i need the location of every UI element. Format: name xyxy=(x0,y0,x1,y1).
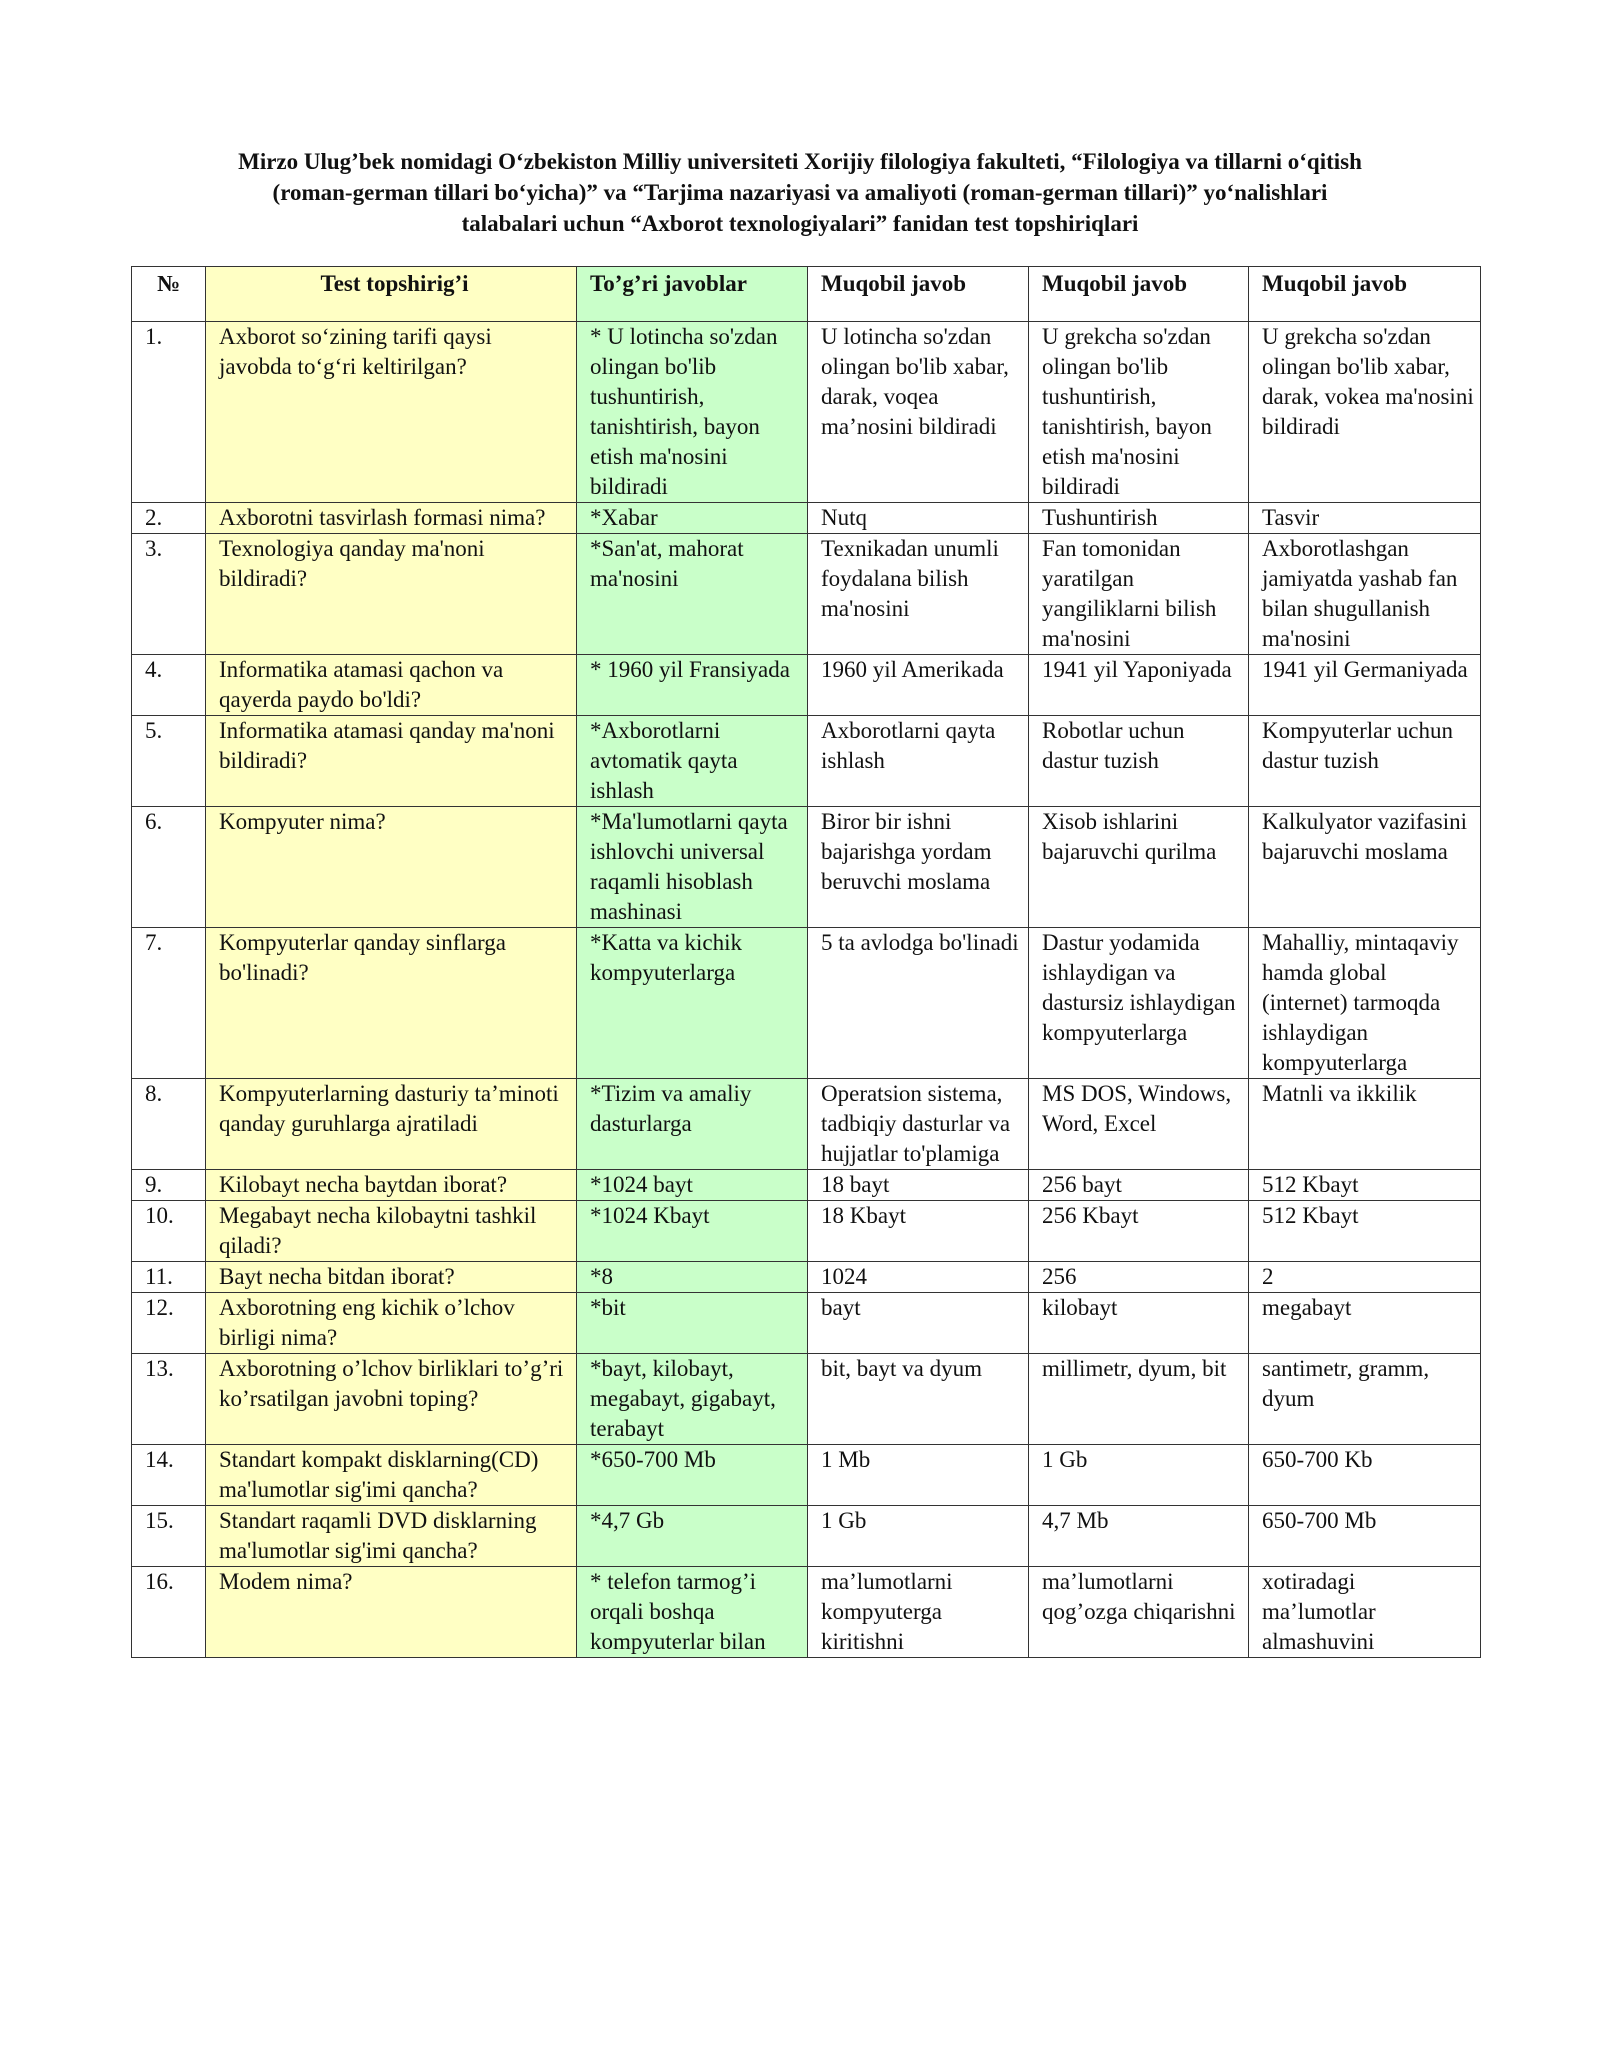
cell-question: Axborot so‘zining tarifi qaysi javobda to‘g‘ri keltirilgan? xyxy=(206,322,577,503)
cell-alternative-1: 1960 yil Amerikada xyxy=(808,655,1029,716)
cell-alternative-3: 650-700 Mb xyxy=(1249,1506,1481,1567)
table-row xyxy=(132,1293,1481,1354)
cell-alternative-1: Nutq xyxy=(808,503,1029,534)
cell-alternative-3: Kompyuterlar uchun dastur tuzish xyxy=(1249,716,1481,807)
cell-alternative-3: 512 Kbayt xyxy=(1249,1201,1481,1262)
cell-question: Kompyuterlarning dasturiy ta’minoti qanday guruhlarga ajratiladi xyxy=(206,1079,577,1170)
cell-number: 6. xyxy=(132,807,206,928)
table-row xyxy=(132,1567,1481,1658)
title-line-2: (roman-german tillari bo‘yicha)” va “Tarjima nazariyasi va amaliyoti (roman-german tillari)” yo‘nalishlari xyxy=(272,180,1328,205)
table-row xyxy=(132,1201,1481,1262)
table-row xyxy=(132,716,1481,807)
title-line-3: talabalari uchun “Axborot texnologiyalari” fanidan test topshiriqlari xyxy=(461,211,1139,236)
cell-alternative-2: U grekcha so'zdan olingan bo'lib tushuntirish, tanishtirish, bayon etish ma'nosini bildiradi xyxy=(1029,322,1249,503)
cell-alternative-1: bit, bayt va dyum xyxy=(808,1354,1029,1445)
table-body xyxy=(132,322,1481,1658)
table-row xyxy=(132,1170,1481,1201)
cell-correct-answer: *bayt, kilobayt, megabayt, gigabayt, terabayt xyxy=(577,1354,808,1445)
cell-number: 15. xyxy=(132,1506,206,1567)
cell-alternative-3: Mahalliy, mintaqaviy hamda global (internet) tarmoqda ishlaydigan kompyuterlarga xyxy=(1249,928,1481,1079)
cell-alternative-3: Axborotlashgan jamiyatda yashab fan bilan shugullanish ma'nosini xyxy=(1249,534,1481,655)
cell-correct-answer: *Tizim va amaliy dasturlarga xyxy=(577,1079,808,1170)
cell-correct-answer: *Katta va kichik kompyuterlarga xyxy=(577,928,808,1079)
cell-alternative-3: Matnli va ikkilik xyxy=(1249,1079,1481,1170)
cell-number: 14. xyxy=(132,1445,206,1506)
cell-number: 13. xyxy=(132,1354,206,1445)
cell-question: Bayt necha bitdan iborat? xyxy=(206,1262,577,1293)
cell-alternative-1: Texnikadan unumli foydalana bilish ma'nosini xyxy=(808,534,1029,655)
cell-question: Standart raqamli DVD disklarning ma'lumotlar sig'imi qancha? xyxy=(206,1506,577,1567)
cell-question: Informatika atamasi qanday ma'noni bildiradi? xyxy=(206,716,577,807)
cell-alternative-1: 5 ta avlodga bo'linadi xyxy=(808,928,1029,1079)
cell-correct-answer: *San'at, mahorat ma'nosini xyxy=(577,534,808,655)
cell-question: Axborotning o’lchov birliklari to’g’ri ko’rsatilgan javobni toping? xyxy=(206,1354,577,1445)
header-correct-answer: To’g’ri javoblar xyxy=(577,267,808,322)
cell-alternative-2: Fan tomonidan yaratilgan yangiliklarni bilish ma'nosini xyxy=(1029,534,1249,655)
cell-alternative-1: U lotincha so'zdan olingan bo'lib xabar, darak, voqea ma’nosini bildiradi xyxy=(808,322,1029,503)
cell-alternative-2: 256 xyxy=(1029,1262,1249,1293)
cell-question: Standart kompakt disklarning(CD) ma'lumotlar sig'imi qancha? xyxy=(206,1445,577,1506)
cell-question: Kompyuterlar qanday sinflarga bo'linadi? xyxy=(206,928,577,1079)
cell-alternative-2: 1 Gb xyxy=(1029,1445,1249,1506)
cell-alternative-3: U grekcha so'zdan olingan bo'lib xabar, darak, vokea ma'nosini bildiradi xyxy=(1249,322,1481,503)
cell-alternative-3: 1941 yil Germaniyada xyxy=(1249,655,1481,716)
cell-alternative-2: 256 Kbayt xyxy=(1029,1201,1249,1262)
cell-correct-answer: * U lotincha so'zdan olingan bo'lib tushuntirish, tanishtirish, bayon etish ma'nosini bildiradi xyxy=(577,322,808,503)
cell-question: Kompyuter nima? xyxy=(206,807,577,928)
header-alternative-1: Muqobil javob xyxy=(808,267,1029,322)
cell-correct-answer: *650-700 Mb xyxy=(577,1445,808,1506)
cell-number: 3. xyxy=(132,534,206,655)
cell-alternative-3: 650-700 Kb xyxy=(1249,1445,1481,1506)
cell-number: 1. xyxy=(132,322,206,503)
cell-number: 9. xyxy=(132,1170,206,1201)
table-row xyxy=(132,1354,1481,1445)
cell-question: Informatika atamasi qachon va qayerda paydo bo'ldi? xyxy=(206,655,577,716)
document-title xyxy=(130,146,1470,239)
cell-alternative-3: santimetr, gramm, dyum xyxy=(1249,1354,1481,1445)
cell-correct-answer: *Axborotlarni avtomatik qayta ishlash xyxy=(577,716,808,807)
test-table xyxy=(131,266,1481,1658)
table-row xyxy=(132,534,1481,655)
cell-number: 7. xyxy=(132,928,206,1079)
table-row xyxy=(132,807,1481,928)
cell-alternative-3: Kalkulyator vazifasini bajaruvchi moslama xyxy=(1249,807,1481,928)
cell-alternative-2: millimetr, dyum, bit xyxy=(1029,1354,1249,1445)
table-row xyxy=(132,1506,1481,1567)
cell-correct-answer: *Xabar xyxy=(577,503,808,534)
cell-alternative-3: 512 Kbayt xyxy=(1249,1170,1481,1201)
cell-number: 4. xyxy=(132,655,206,716)
cell-correct-answer: *bit xyxy=(577,1293,808,1354)
cell-alternative-2: Robotlar uchun dastur tuzish xyxy=(1029,716,1249,807)
cell-number: 10. xyxy=(132,1201,206,1262)
cell-question: Axborotning eng kichik o’lchov birligi nima? xyxy=(206,1293,577,1354)
cell-question: Texnologiya qanday ma'noni bildiradi? xyxy=(206,534,577,655)
cell-alternative-3: megabayt xyxy=(1249,1293,1481,1354)
cell-alternative-1: ma’lumotlarni kompyuterga kiritishni xyxy=(808,1567,1029,1658)
cell-alternative-1: 18 Kbayt xyxy=(808,1201,1029,1262)
cell-question: Kilobayt necha baytdan iborat? xyxy=(206,1170,577,1201)
cell-alternative-2: MS DOS, Windows, Word, Excel xyxy=(1029,1079,1249,1170)
header-question: Test topshirig’i xyxy=(206,267,577,322)
cell-alternative-1: Axborotlarni qayta ishlash xyxy=(808,716,1029,807)
cell-correct-answer: * 1960 yil Fransiyada xyxy=(577,655,808,716)
cell-alternative-1: Operatsion sistema, tadbiqiy dasturlar va hujjatlar to'plamiga xyxy=(808,1079,1029,1170)
title-line-1: Mirzo Ulug’bek nomidagi O‘zbekiston Milliy universiteti Xorijiy filologiya fakulteti, “Filologiya va tillarni o‘qitish xyxy=(238,149,1362,174)
table-row xyxy=(132,503,1481,534)
cell-number: 8. xyxy=(132,1079,206,1170)
header-alternative-3: Muqobil javob xyxy=(1249,267,1481,322)
cell-alternative-1: 1024 xyxy=(808,1262,1029,1293)
cell-number: 16. xyxy=(132,1567,206,1658)
cell-question: Megabayt necha kilobaytni tashkil qiladi? xyxy=(206,1201,577,1262)
cell-correct-answer: *Ma'lumotlarni qayta ishlovchi universal raqamli hisoblash mashinasi xyxy=(577,807,808,928)
cell-alternative-2: 256 bayt xyxy=(1029,1170,1249,1201)
cell-correct-answer: *1024 bayt xyxy=(577,1170,808,1201)
cell-alternative-2: 1941 yil Yaponiyada xyxy=(1029,655,1249,716)
table-row xyxy=(132,1445,1481,1506)
cell-correct-answer: * telefon tarmog’i orqali boshqa kompyuterlar bilan xyxy=(577,1567,808,1658)
cell-alternative-1: 1 Gb xyxy=(808,1506,1029,1567)
cell-alternative-3: xotiradagi ma’lumotlar almashuvini xyxy=(1249,1567,1481,1658)
table-row xyxy=(132,1262,1481,1293)
cell-number: 2. xyxy=(132,503,206,534)
cell-correct-answer: *8 xyxy=(577,1262,808,1293)
cell-question: Axborotni tasvirlash formasi nima? xyxy=(206,503,577,534)
cell-alternative-1: 18 bayt xyxy=(808,1170,1029,1201)
cell-number: 5. xyxy=(132,716,206,807)
cell-alternative-3: Tasvir xyxy=(1249,503,1481,534)
cell-alternative-2: kilobayt xyxy=(1029,1293,1249,1354)
table-row xyxy=(132,322,1481,503)
cell-alternative-2: Dastur yodamida ishlaydigan va dastursiz ishlaydigan kompyuterlarga xyxy=(1029,928,1249,1079)
cell-alternative-1: Biror bir ishni bajarishga yordam beruvchi moslama xyxy=(808,807,1029,928)
cell-alternative-1: 1 Mb xyxy=(808,1445,1029,1506)
table-header-row xyxy=(132,267,1481,322)
cell-number: 12. xyxy=(132,1293,206,1354)
cell-alternative-1: bayt xyxy=(808,1293,1029,1354)
cell-correct-answer: *1024 Kbayt xyxy=(577,1201,808,1262)
cell-alternative-2: Xisob ishlarini bajaruvchi qurilma xyxy=(1029,807,1249,928)
cell-alternative-2: ma’lumotlarni qog’ozga chiqarishni xyxy=(1029,1567,1249,1658)
cell-alternative-2: Tushuntirish xyxy=(1029,503,1249,534)
header-alternative-2: Muqobil javob xyxy=(1029,267,1249,322)
cell-number: 11. xyxy=(132,1262,206,1293)
table-row xyxy=(132,655,1481,716)
cell-question: Modem nima? xyxy=(206,1567,577,1658)
table-row xyxy=(132,928,1481,1079)
header-number: № xyxy=(132,267,206,322)
cell-alternative-2: 4,7 Mb xyxy=(1029,1506,1249,1567)
table-row xyxy=(132,1079,1481,1170)
cell-correct-answer: *4,7 Gb xyxy=(577,1506,808,1567)
cell-alternative-3: 2 xyxy=(1249,1262,1481,1293)
